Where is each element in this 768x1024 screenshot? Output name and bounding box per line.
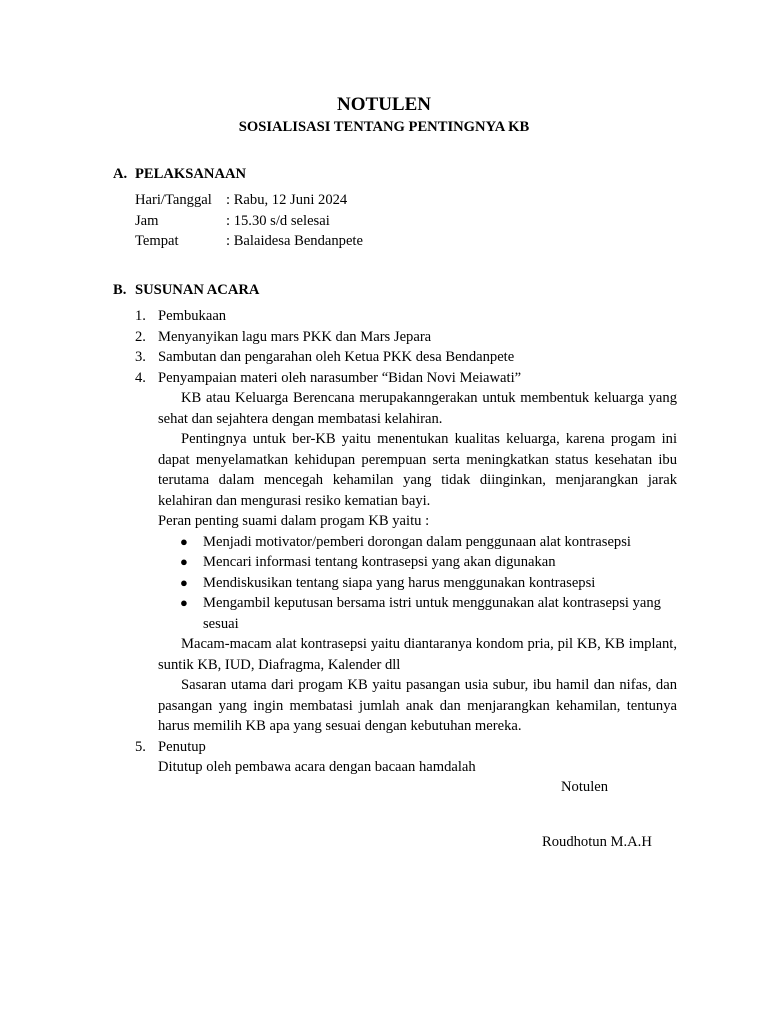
peran-intro: Peran penting suami dalam progam KB yaitu : [158, 513, 430, 529]
bullet-icon: ● [180, 574, 188, 590]
list-item [158, 573, 677, 594]
list-item [135, 306, 677, 327]
item-text: Penutup [158, 738, 206, 755]
materi-paragraph-1: KB atau Keluarga Berencana merupakanngerakan untuk membentuk keluarga yang sehat dan sejahtera dengan membatasi kelahiran. [158, 390, 677, 427]
info-key: Hari/Tanggal [135, 192, 212, 208]
item-text: Penyampaian materi oleh narasumber “Bidan Novi Meiawati” [158, 369, 522, 386]
bullet-list [158, 532, 677, 635]
info-value: : Rabu, 12 Juni 2024 [226, 192, 348, 208]
list-item [135, 737, 677, 778]
info-value: : Balaidesa Bendanpete [226, 233, 363, 249]
list-item [158, 532, 677, 553]
section-a-heading [113, 164, 246, 185]
info-row-place [135, 231, 363, 252]
materi-paragraph-2: Pentingnya untuk ber-KB yaitu menentukan kualitas keluarga, karena progam ini dapat menyelamatkan kehidupan perempuan serta meningkatkan status kesehatan ibu terutama dalam mencegah kehamilan yang tidak diinginkan, menjarangkan jarak kelahiran dan mengurasi resiko kematian bayi. [158, 431, 677, 509]
item-number: 4. [135, 369, 146, 386]
item-number: 3. [135, 349, 146, 365]
info-key: Jam [135, 212, 159, 229]
bullet-text: Menjadi motivator/pemberi dorongan dalam penggunaan alat kontrasepsi [203, 533, 631, 550]
list-item [135, 368, 677, 737]
bullet-text: Mencari informasi tentang kontrasepsi yang akan digunakan [203, 554, 556, 570]
item-number: 2. [135, 328, 146, 345]
event-info [135, 190, 363, 252]
bullet-text: Mendiskusikan tentang siapa yang harus menggunakan kontrasepsi [203, 574, 596, 591]
section-b-letter: B. [113, 282, 127, 298]
info-value: : 15.30 s/d selesai [226, 212, 330, 229]
document-title: NOTULEN [337, 94, 431, 115]
section-b-heading [113, 280, 259, 301]
list-item [135, 347, 677, 368]
section-b-title: SUSUNAN ACARA [135, 282, 260, 298]
section-a-letter: A. [113, 166, 128, 182]
list-item [158, 593, 677, 634]
bullet-text: Mengambil keputusan bersama istri untuk menggunakan alat kontrasepsi yang sesuai [203, 595, 661, 632]
closing-detail: Ditutup oleh pembawa acara dengan bacaan hamdalah [158, 759, 476, 775]
item-number: 1. [135, 308, 146, 324]
materi-paragraph-3: Macam-macam alat kontrasepsi yaitu diantaranya kondom pria, pil KB, KB implant, suntik KB, IUD, Diafragma, Kalender dll [158, 636, 677, 673]
item-text: Menyanyikan lagu mars PKK dan Mars Jepara [158, 328, 432, 345]
signature-role: Notulen [561, 779, 609, 795]
bullet-icon: ● [180, 533, 188, 549]
section-a-title: PELAKSANAAN [135, 166, 247, 182]
info-row-date [135, 190, 363, 211]
item-text: Pembukaan [158, 308, 227, 324]
document-subtitle: SOSIALISASI TENTANG PENTINGNYA KB [238, 119, 530, 135]
item-text: Sambutan dan pengarahan oleh Ketua PKK desa Bendanpete [158, 349, 515, 365]
signature-name: Roudhotun M.A.H [542, 834, 652, 850]
agenda-list [135, 306, 677, 778]
info-key: Tempat [135, 233, 179, 249]
info-row-time [135, 211, 363, 232]
materi-paragraph-4: Sasaran utama dari progam KB yaitu pasangan usia subur, ibu hamil dan nifas, dan pasangan yang ingin membatasi jumlah anak dan menjarangkan kehamilan, tentunya harus memilih KB apa yang sesuai dengan kebutuhan mereka. [158, 677, 677, 734]
bullet-icon: ● [180, 595, 188, 610]
list-item [135, 327, 677, 348]
bullet-icon: ● [180, 554, 188, 569]
item-number: 5. [135, 738, 146, 755]
list-item [158, 552, 677, 573]
